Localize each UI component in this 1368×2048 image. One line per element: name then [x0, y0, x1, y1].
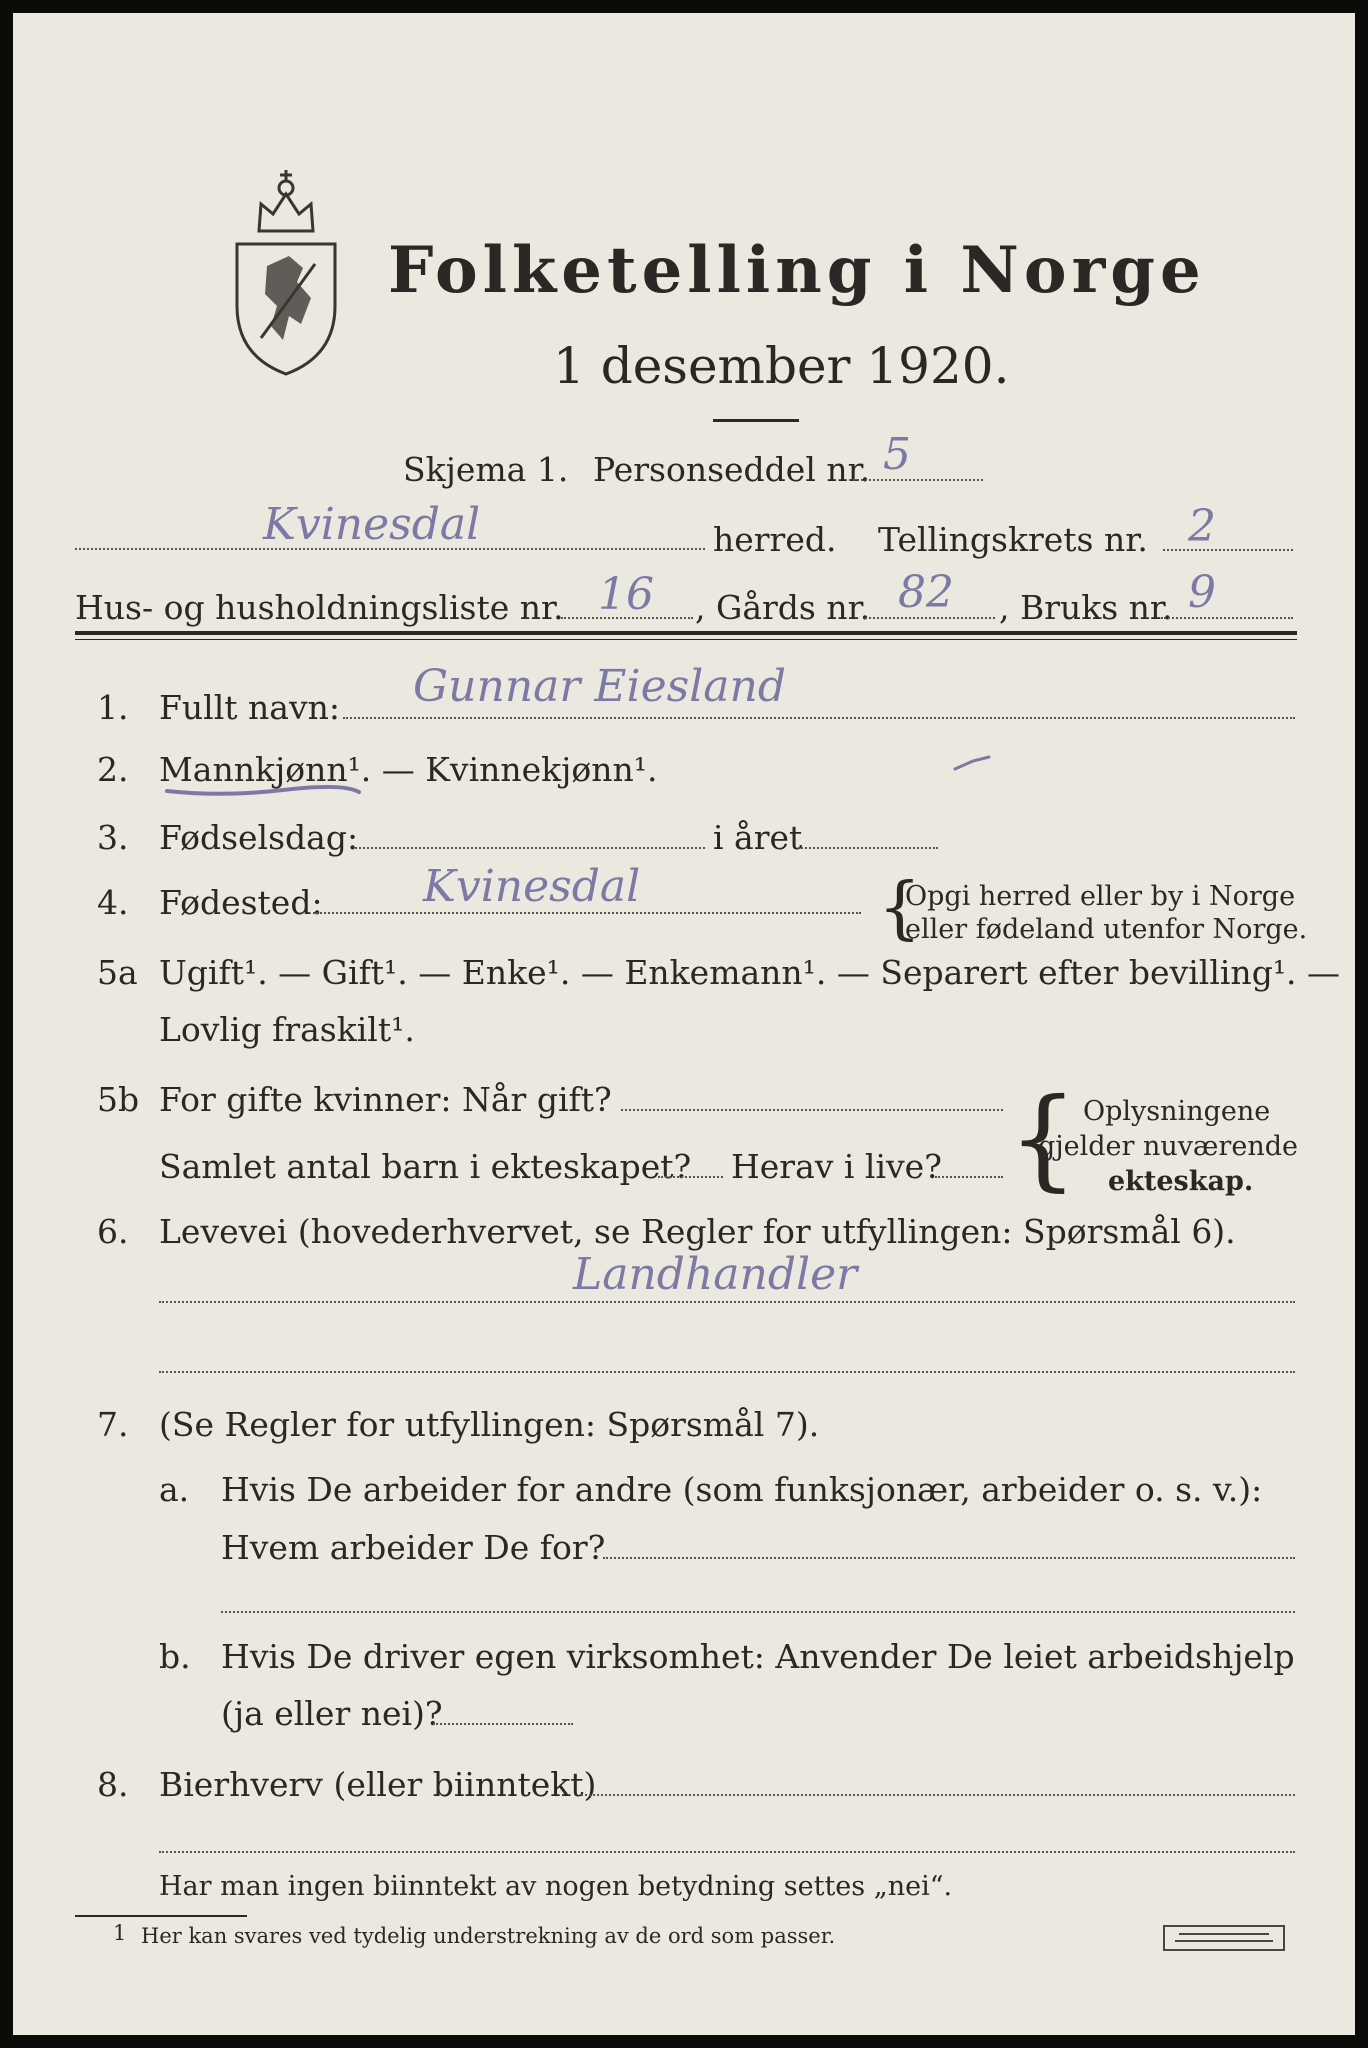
printer-stamp [1163, 1925, 1285, 1951]
q5b-note-1: Oplysningene [1083, 1096, 1271, 1127]
birth-year-field[interactable] [798, 847, 938, 849]
personseddel-field[interactable] [849, 479, 983, 481]
q5b-children-label: Samlet antal barn i ekteskapet? [159, 1147, 692, 1186]
q4-brace: { [878, 869, 922, 948]
q7a-label: Hvis De arbeider for andre (som funksjonær, arbeider o. s. v.): [221, 1470, 1263, 1509]
q5b-number: 5b [97, 1080, 140, 1119]
q4-number: 4. [97, 883, 129, 922]
q7b-label: Hvis De driver egen virksomhet: Anvender De leiet arbeidshjelp [221, 1637, 1295, 1676]
q1-label: Fullt navn: [159, 688, 340, 727]
skjema-label: Skjema 1. [403, 450, 569, 489]
q5b-alive-label: Herav i live? [731, 1147, 942, 1186]
occupation-field-2[interactable] [159, 1371, 1295, 1373]
gards-label: , Gårds nr. [695, 588, 871, 627]
employer-field-2[interactable] [221, 1611, 1295, 1613]
q7a-employer-label: Hvem arbeider De for? [221, 1528, 606, 1567]
tellingskrets-field[interactable] [1163, 549, 1293, 551]
side-income-field[interactable] [581, 1794, 1295, 1796]
q8-number: 8. [97, 1765, 129, 1804]
husholdning-value: 16 [598, 569, 654, 620]
herred-label: herred. [713, 520, 837, 559]
children-count-field[interactable] [658, 1176, 723, 1178]
footnote-marker: 1 [113, 1921, 127, 1945]
hired-help-field[interactable] [433, 1723, 573, 1725]
q8-label: Bierhverv (eller biinntekt) [159, 1765, 597, 1804]
q5a-number: 5a [97, 953, 138, 992]
full-name-field[interactable] [343, 717, 1295, 719]
q5b-label: For gifte kvinner: Når gift? [159, 1080, 612, 1119]
bruks-value: 9 [1188, 567, 1216, 618]
gender-underline [163, 783, 363, 799]
q8-note: Har man ingen biinntekt av nogen betydning settes „nei“. [159, 1871, 953, 1902]
gards-value: 82 [898, 567, 954, 618]
title-rule [713, 419, 799, 422]
printer-stamp-mark [1165, 1927, 1283, 1949]
gender-options: Mannkjønn¹. — Kvinnekjønn¹. [159, 750, 658, 789]
q6-number: 6. [97, 1212, 129, 1251]
q5b-brace: { [1008, 1074, 1078, 1202]
q5b-note-3: ekteskap. [1108, 1166, 1254, 1197]
form-title: Folketelling i Norge [388, 233, 1206, 308]
header-rule [75, 631, 1297, 635]
bruks-field[interactable] [1161, 617, 1293, 619]
q7b-yes-no-label: (ja eller nei)? [221, 1694, 443, 1733]
q7a-letter: a. [159, 1470, 190, 1509]
employer-field[interactable] [603, 1557, 1295, 1559]
q6-label: Levevei (hovederhvervet, se Regler for utfyllingen: Spørsmål 6). [159, 1212, 1236, 1251]
q2-number: 2. [97, 750, 129, 789]
marital-status-divorced: Lovlig fraskilt¹. [159, 1010, 415, 1049]
personseddel-value: 5 [883, 429, 911, 480]
q4-note-2: eller fødeland utenfor Norge. [905, 914, 1308, 945]
q1-number: 1. [97, 688, 129, 727]
birthplace-value: Kvinesdal [423, 861, 641, 912]
full-name-value: Gunnar Eiesland [413, 661, 787, 712]
pen-mark [953, 753, 993, 773]
marital-status-options: Ugift¹. — Gift¹. — Enke¹. — Enkemann¹. — Separert efter bevilling¹. — [159, 953, 1341, 992]
q3-label: Fødselsdag: [159, 818, 359, 857]
bruks-label: , Bruks nr. [999, 588, 1173, 627]
husholdning-label: Hus- og husholdningsliste nr. [75, 588, 564, 627]
census-form [13, 13, 1355, 2035]
herred-value: Kvinesdal [263, 499, 481, 550]
footnote-rule [75, 1915, 247, 1917]
coat-of-arms-icon [231, 156, 341, 378]
q7-label: (Se Regler for utfyllingen: Spørsmål 7). [159, 1405, 820, 1444]
tellingskrets-value: 2 [1188, 501, 1216, 552]
side-income-field-2[interactable] [159, 1851, 1295, 1853]
occupation-value: Landhandler [573, 1249, 858, 1300]
q7b-letter: b. [159, 1637, 191, 1676]
q4-note-1: Opgi herred eller by i Norge [905, 881, 1296, 912]
personseddel-label: Personseddel nr. [593, 450, 871, 489]
tellingskrets-label: Tellingskrets nr. [878, 520, 1148, 559]
header-rule-thin [75, 639, 1297, 640]
form-date: 1 desember 1920. [553, 337, 1010, 395]
birthday-field[interactable] [355, 847, 705, 849]
q3-year-label: i året [713, 818, 803, 857]
occupation-field[interactable] [159, 1301, 1295, 1303]
children-alive-field[interactable] [935, 1176, 1003, 1178]
q4-label: Fødested: [159, 883, 323, 922]
q3-number: 3. [97, 818, 129, 857]
q7-number: 7. [97, 1405, 129, 1444]
footnote-text: Her kan svares ved tydelig understrekning av de ord som passer. [141, 1924, 836, 1948]
birthplace-field[interactable] [313, 912, 861, 914]
married-when-field[interactable] [621, 1109, 1003, 1111]
q5b-note-2: gjelder nuværende [1038, 1131, 1298, 1162]
